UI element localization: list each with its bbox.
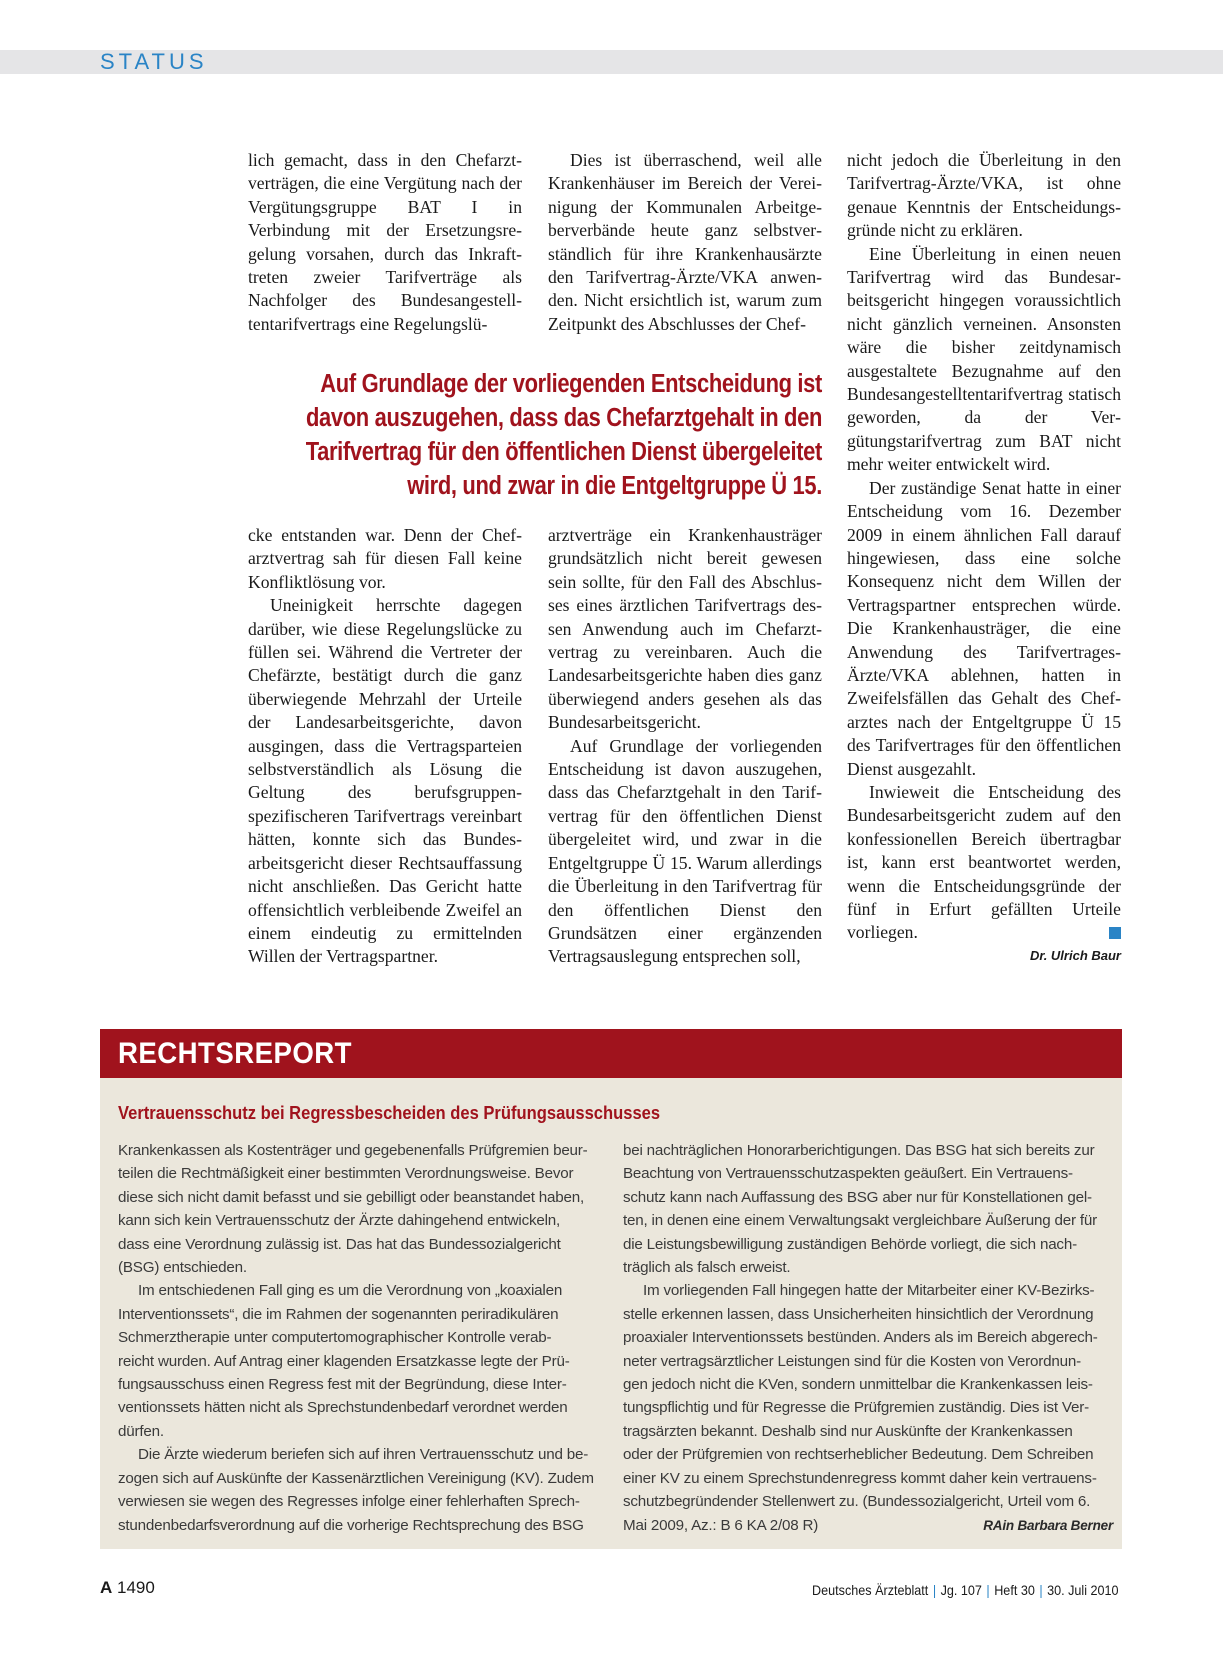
rechtsreport-line: kann sich kein Vertrauensschutz der Ärzte dahingehend entwickeln,	[118, 1212, 561, 1230]
rechtsreport-line: fungsausschuss einen Regress fest mit der Begründung, diese Inter-	[118, 1376, 567, 1394]
rechtsreport-line: Im entschiedenen Fall ging es um die Verordnung von „koaxialen	[138, 1282, 563, 1300]
rechtsreport-line: Schmerztherapie unter computertomographischer Kontrolle verab-	[118, 1329, 552, 1347]
article-paragraph: arztverträge ein Krankenhausträger grundsätzlich nicht bereit gewesen sein sollte, für den Fall des Abschlusses eines ärztlichen Tarifvertrags dessen Anwendung auch im Chefarztvertrag zu vereinbaren. Auch die Landesarbeitsgerichte haben dies ganz überwiegend anders gesehen als das Bundesarbeitsgericht.	[548, 525, 822, 733]
rechtsreport-line: dürfen.	[118, 1422, 164, 1440]
article-paragraph: cke entstanden war. Denn der Chefarztvertrag sah für diesen Fall keine Konfliktlösung vor.	[248, 525, 522, 592]
rechtsreport-line: Im vorliegenden Fall hingegen hatte der Mitarbeiter einer KV-Bezirks-	[643, 1282, 1095, 1300]
rechtsreport-line: tragsärzten bekannt. Deshalb sind nur Auskünfte der Krankenkassen	[623, 1422, 1073, 1440]
journal-name: Deutsches Ärzteblatt	[812, 1582, 929, 1598]
rechtsreport-line: träglich als falsch erweist.	[623, 1259, 791, 1277]
rechtsreport-line: ventionssets hätten nicht als Sprechstundenbedarf verordnet werden	[118, 1399, 568, 1417]
journal-date: 30. Juli 2010	[1047, 1582, 1119, 1598]
end-mark-icon	[1109, 927, 1121, 939]
journal-issue: Heft 30	[994, 1582, 1036, 1598]
rechtsreport-line: zogen sich auf Auskünfte der Kassenärztlichen Vereinigung (KV). Zudem	[118, 1469, 594, 1487]
journal-info: Deutsches Ärzteblatt | Jg. 107 | Heft 30 | 30. Juli 2010	[812, 1582, 1119, 1598]
rechtsreport-line: Beachtung von Vertrauensschutzaspekten geäußert. Ein Vertrauens-	[623, 1165, 1073, 1183]
rechtsreport-line: stundenbedarfsverordnung auf die vorherige Rechtsprechung des BSG	[118, 1516, 584, 1534]
rechtsreport-line: ten, in denen eine einem Verwaltungsakt vergleichbare Äußerung der für	[623, 1212, 1097, 1230]
pull-quote: Auf Grundlage der vorliegenden Entscheidung ist davon auszugehen, dass das Chefarztgehalt in den Tarifvertrag für den öffentlichen Dienst übergeleitet wird, und zwar in die Entgeltgruppe Ü 15.	[305, 370, 822, 500]
rechtsreport-line: schutzbegründender Stellenwert zu. (Bundessozialgericht, Urteil vom 6.	[623, 1493, 1091, 1511]
rechtsreport-line: teilen die Rechtmäßigkeit einer bestimmten Verordnungsweise. Bevor	[118, 1165, 574, 1183]
page-number: A 1490	[100, 1578, 155, 1597]
rechtsreport-line: stelle erkennen lassen, dass Unsicherheiten hinsichtlich der Verordnung	[623, 1305, 1094, 1323]
section-label: STATUS	[100, 49, 208, 74]
rechtsreport-line: reicht wurden. Auf Antrag einer klagenden Ersatzkasse legte der Prü-	[118, 1352, 570, 1370]
rechtsreport-line: Krankenkassen als Kostenträger und gegebenenfalls Prüfgremien beur-	[118, 1142, 588, 1159]
rechtsreport-column-left	[118, 1139, 608, 1537]
rechtsreport-line: verwiesen sie wegen des Regresses infolge einer fehlerhaften Sprech-	[118, 1493, 580, 1511]
rechtsreport-line: gen jedoch nicht die KVen, sondern unmittelbar die Krankenkassen leis-	[623, 1376, 1093, 1394]
article-paragraph: Uneinigkeit herrschte dagegen darüber, wie diese Regelungslücke zu füllen sei. Während die Vertreter der Chefärzte, bestätigt durch die ganz überwiegende Mehrzahl der Urteile der Landesarbeitsgerichte, davon ausgingen, dass die Vertragsparteien selbstverständlich als Lösung die Geltung des berufsgruppenspezifischeren Tarifvertrags vereinbart hätten, konnte sich das Bundesarbeitsgericht dieser Rechtsauffassung nicht anschließen. Das Gericht hatte offensichtlich verbleibende Zweifel an einem eindeutig zu ermittelnden Willen der Vertragspartner.	[248, 595, 522, 967]
rechtsreport-line: oder der Prüfgremien von rechtserheblicher Bedeutung. Dem Schreiben	[623, 1446, 1094, 1464]
rechtsreport-line: (BSG) entschieden.	[118, 1259, 247, 1277]
article-paragraph-last	[847, 781, 1121, 945]
article-author: Dr. Ulrich Baur	[1029, 948, 1121, 963]
rechtsreport-line: neter vertragsärztlicher Leistungen sind für die Kosten von Verordnun-	[623, 1352, 1081, 1370]
rechtsreport-line: Die Ärzte wiederum beriefen sich auf ihren Vertrauensschutz und be-	[138, 1446, 589, 1464]
journal-volume: Jg. 107	[941, 1582, 983, 1598]
article-column-2-top	[548, 149, 822, 336]
article-paragraph: Dies ist überraschend, weil alle Krankenhäuser im Bereich der Vereinigung der Kommunalen Arbeitgeberverbände heute ganz selbstverständlich für ihre Krankenhausärzte den Tarifvertrag-Ärzte/VKA anwenden. Nicht ersichtlich ist, warum zum Zeitpunkt des Abschlusses der Chef-	[548, 150, 822, 334]
article-paragraph: nicht jedoch die Überleitung in den Tarifvertrag-Ärzte/VKA, ist ohne genaue Kenntnis der Entscheidungsgründe nicht zu erklären.	[847, 150, 1121, 241]
rechtsreport-line: einer KV zu einem Sprechstundenregress kommt daher kein vertrauens-	[623, 1469, 1097, 1487]
article-paragraph: Eine Überleitung in einen neuen Tarifvertrag wird das Bundesarbeitsgericht hingegen voraussichtlich nicht gänzlich verneinen. Ansonsten wäre die bisher zeitdynamisch ausgestaltete Bezugnahme auf den Bundesangestelltentarifvertrag statisch geworden, da der Vergütungstarifvertrag zum BAT nicht mehr weiter entwickelt wird.	[847, 243, 1121, 475]
rechtsreport-line: die Leistungsbewilligung zuständigen Behörde vorliegt, die sich nach-	[623, 1235, 1077, 1253]
rechtsreport-line: bei nachträglichen Honorarberichtigungen. Das BSG hat sich bereits zur	[623, 1142, 1095, 1159]
article-column-1-top	[248, 149, 522, 336]
rechtsreport-last-line	[623, 1514, 1113, 1537]
rechtsreport-subtitle: Vertrauensschutz bei Regressbescheiden des Prüfungsausschusses	[118, 1103, 661, 1123]
rechtsreport-line: schutz kann nach Auffassung des BSG aber nur für Konstellationen gel-	[623, 1188, 1092, 1206]
rechtsreport-line: tungspflichtig und für Regresse die Prüfgremien zuständig. Dies ist Ver-	[623, 1399, 1089, 1417]
article-text: Inwieweit die Entscheidung des Bundesarbeitsgericht zudem auf den konfessionellen Bereich übertragbar ist, kann erst beantwortet werden, wenn die Entscheidungsgründe der fünf in Erfurt gefällten Urteile vorliegen.	[847, 781, 1121, 943]
rechtsreport-line: dass eine Verordnung zulässig ist. Das hat das Bundessozialgericht	[118, 1235, 561, 1253]
rechtsreport-line: Mai 2009, Az.: B 6 KA 2/08 R)	[623, 1516, 819, 1534]
rechtsreport-title: RECHTSREPORT	[118, 1037, 353, 1070]
rechtsreport-line: Interventionssets“, die im Rahmen der sogenannten periradikulären	[118, 1305, 559, 1323]
article-paragraph: Auf Grundlage der vorliegenden Entscheidung ist davon auszugehen, dass das Chefarztgehalt in den Tarifvertrag für den öffentlichen Dienst übergeleitet wird, und zwar in die Entgeltgruppe Ü 15. Warum allerdings die Überleitung in den Tarifvertrag für den öffentlichen Dienst den Grundsätzen einer ergänzenden Vertragsauslegung entsprechen soll,	[548, 735, 822, 967]
rechtsreport-line: diese sich nicht damit befasst und sie gebilligt oder beanstandet haben,	[118, 1188, 585, 1206]
article-column-2-bottom	[548, 524, 822, 969]
rechtsreport-author: RAin Barbara Berner	[983, 1517, 1113, 1533]
article-paragraph: Der zuständige Senat hatte in einer Entscheidung vom 16. Dezember 2009 in einem ähnlichen Fall darauf hingewiesen, dass eine solche Konsequenz nicht dem Willen der Vertragspartner entsprechen würde. Die Krankenhausträger, die eine Anwendung des Tarifvertrages-Ärzte/VKA ablehnen, hatten in Zweifelsfällen das Gehalt des Chefarztes nach der Entgeltgruppe Ü 15 des Tarifvertrages für den öffentlichen Dienst ausgezahlt.	[847, 477, 1121, 779]
article-column-1-bottom	[248, 524, 522, 969]
rechtsreport-line: proaxialer Interventionssets bestünden. Anders als im Bereich abgerech-	[623, 1329, 1098, 1347]
article-paragraph: lich gemacht, dass in den Chefarztverträgen, die eine Vergütung nach der Vergütungsgruppe BAT I in Verbindung mit der Ersetzungsregelung vorsahen, durch das Inkrafttreten zweier Tarifverträge als Nachfolger des Bundesangestelltentarifvertrags eine Regelungslü-	[248, 150, 522, 334]
rechtsreport-column-right	[623, 1139, 1113, 1537]
article-column-3	[847, 149, 1121, 945]
